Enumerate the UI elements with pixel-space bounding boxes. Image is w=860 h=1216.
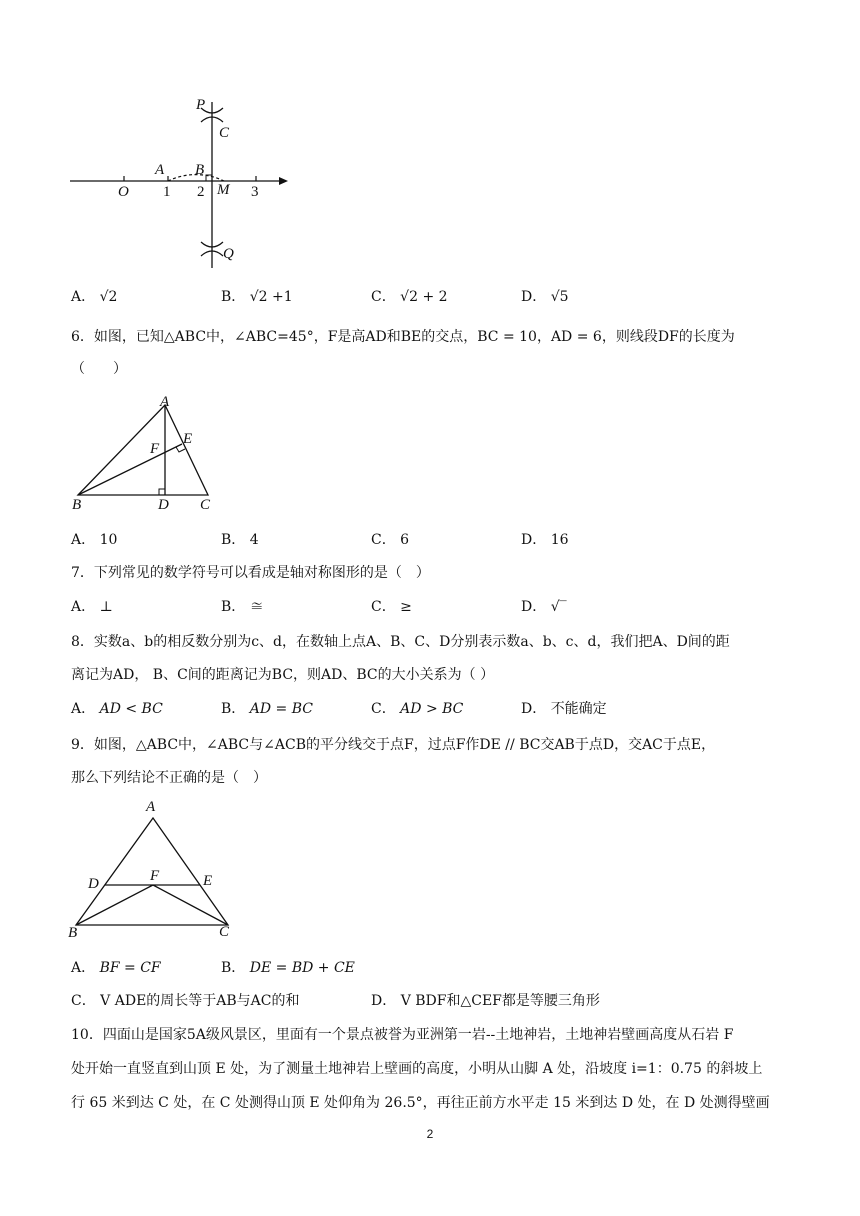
q7-option-b: B． ≅ xyxy=(221,599,264,615)
q9-stem-line1: 9．如图，△ABC中，∠ABC与∠ACB的平分线交于点F，过点F作DE // BC交AB于点D，交AC于点E， xyxy=(71,737,716,753)
q8-option-c: C． AD > BC xyxy=(371,701,464,717)
page-number: 2 xyxy=(426,1127,434,1141)
q6-label-A: A xyxy=(160,394,170,410)
q5-label-1: 1 xyxy=(163,184,171,200)
q10-stem-line2: 处开始一直竖直到山顶 E 处，为了测量土地神岩上壁画的高度，小明从山脚 A 处，沿坡度 i=1：0.75 的斜坡上 xyxy=(71,1061,763,1077)
q10-stem-line1: 10．四面山是国家5A级风景区，里面有一个景点被誉为亚洲第一岩--土地神岩，土地神岩壁画高度从石岩 F xyxy=(71,1027,734,1043)
q7-option-c: C． ≥ xyxy=(371,599,412,615)
q8-option-a: A． AD < BC xyxy=(71,701,163,717)
q6-label-F: F xyxy=(150,441,160,457)
q6-label-C: C xyxy=(200,497,211,513)
q6-option-c: C． 6 xyxy=(371,532,410,548)
q5-option-c: C． √2 + 2 xyxy=(371,289,448,305)
q9-option-d: D． V BDF和△CEF都是等腰三角形 xyxy=(371,993,600,1009)
q6-label-B: B xyxy=(72,497,82,513)
q9-option-b: B． DE = BD + CE xyxy=(221,960,355,976)
q5-option-a: A． √2 xyxy=(71,289,118,305)
q5-label-P: P xyxy=(196,97,206,113)
q8-stem-line2: 离记为AD， B、C间的距离记为BC，则AD、BC的大小关系为（ ） xyxy=(71,667,495,683)
q5-label-Q: Q xyxy=(223,246,234,262)
q7-option-d: D． √‾ xyxy=(521,599,567,615)
q6-label-D: D xyxy=(158,497,169,513)
q8-stem-line1: 8．实数a、b的相反数分别为c、d，在数轴上点A、B、C、D分别表示数a、b、c、d，我们把A、D间的距 xyxy=(71,634,730,650)
q6-stem-line1: 6．如图，已知△ABC中，∠ABC=45°，F是高AD和BE的交点，BC = 10，AD = 6，则线段DF的长度为 xyxy=(71,329,735,345)
q9-option-c: C． V ADE的周长等于AB与AC的和 xyxy=(71,993,300,1009)
q8-option-d: D． 不能确定 xyxy=(521,701,607,717)
q5-label-M: M xyxy=(217,182,230,198)
q9-label-D: D xyxy=(88,876,99,892)
q7-stem: 7．下列常见的数学符号可以看成是轴对称图形的是（ ） xyxy=(71,565,430,581)
q5-label-2: 2 xyxy=(197,184,205,200)
q5-label-C: C xyxy=(219,125,230,141)
q6-option-b: B． 4 xyxy=(221,532,259,548)
q9-label-A: A xyxy=(146,799,156,815)
q9-label-F: F xyxy=(150,868,160,884)
q6-option-d: D． 16 xyxy=(521,532,569,548)
q5-label-O: O xyxy=(118,184,129,200)
q5-label-A: A xyxy=(155,162,165,178)
q6-label-E: E xyxy=(183,431,193,447)
q9-label-E: E xyxy=(203,873,213,889)
q10-stem-line3: 行 65 米到达 C 处，在 C 处测得山顶 E 处仰角为 26.5°，再往正前方水平走 15 米到达 D 处，在 D 处测得壁画 xyxy=(71,1095,770,1111)
q5-figure xyxy=(60,92,300,272)
q7-option-a: A． ⊥ xyxy=(71,599,113,615)
q5-label-3: 3 xyxy=(251,184,259,200)
q6-stem-line2: （ ） xyxy=(71,361,127,377)
q6-option-a: A． 10 xyxy=(71,532,118,548)
q8-option-b: B． AD = BC xyxy=(221,701,313,717)
q5-option-b: B． √2 +1 xyxy=(221,289,293,305)
q9-label-C: C xyxy=(219,924,230,940)
q9-stem-line2: 那么下列结论不正确的是（ ） xyxy=(71,770,267,786)
q5-option-d: D． √5 xyxy=(521,289,569,305)
q9-label-B: B xyxy=(68,925,78,941)
q9-option-a: A． BF = CF xyxy=(71,960,161,976)
q5-label-B: B xyxy=(195,162,205,178)
